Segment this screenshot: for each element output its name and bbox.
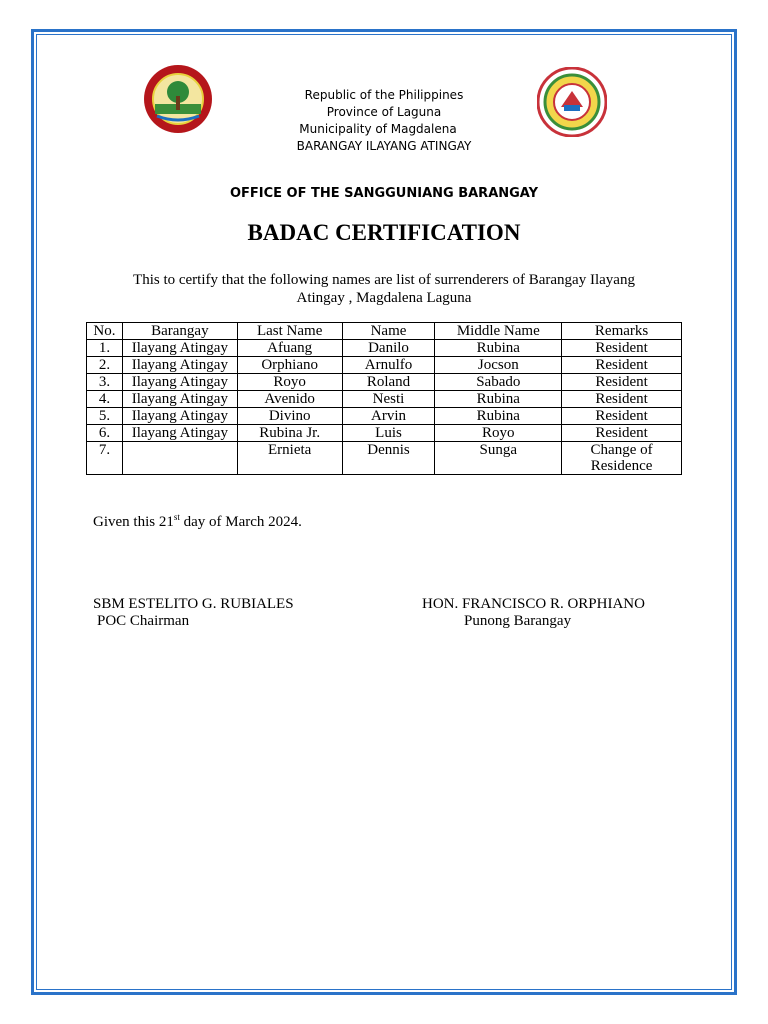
header-republic: Republic of the Philippines	[304, 88, 464, 102]
table-row	[87, 408, 682, 425]
table-cell: Rubina	[435, 340, 562, 357]
table-cell: 4.	[87, 391, 123, 408]
table-row	[87, 374, 682, 391]
table-cell: 7.	[87, 442, 123, 475]
table-cell: Nesti	[342, 391, 435, 408]
table-cell: Royo	[435, 425, 562, 442]
header-remarks: Remarks	[562, 323, 682, 340]
header-municipality: Municipality of Magdalena	[299, 122, 457, 136]
given-date	[93, 512, 302, 531]
header-no: No.	[87, 323, 123, 340]
table-cell: 2.	[87, 357, 123, 374]
table-cell: Resident	[562, 374, 682, 391]
header-province: Province of Laguna	[326, 105, 442, 119]
table-cell: 1.	[87, 340, 123, 357]
table-cell: Sunga	[435, 442, 562, 475]
table-cell: Arnulfo	[342, 357, 435, 374]
table-cell: Arvin	[342, 408, 435, 425]
table-row	[87, 357, 682, 374]
table-cell: Ernieta	[237, 442, 342, 475]
header-barangay: BARANGAY ILAYANG ATINGAY	[296, 139, 472, 153]
table-cell: Jocson	[435, 357, 562, 374]
table-cell: Ilayang Atingay	[122, 391, 237, 408]
given-suffix: day of March 2024.	[179, 514, 302, 530]
table-cell: Resident	[562, 408, 682, 425]
table-cell: Ilayang Atingay	[122, 374, 237, 391]
given-ordinal: st	[173, 512, 180, 522]
table-row	[87, 340, 682, 357]
table-cell: Danilo	[342, 340, 435, 357]
table-cell: Ilayang Atingay	[122, 340, 237, 357]
table-cell: Resident	[562, 340, 682, 357]
table-cell: Ilayang Atingay	[122, 357, 237, 374]
table-row	[87, 425, 682, 442]
table-cell: Resident	[562, 425, 682, 442]
table-cell: Resident	[562, 357, 682, 374]
table-cell: Resident	[562, 391, 682, 408]
table-cell: Ilayang Atingay	[122, 425, 237, 442]
right-signatory-title: Punong Barangay	[464, 613, 572, 629]
table-cell: Luis	[342, 425, 435, 442]
table-cell: Rubina	[435, 408, 562, 425]
table-cell: Ilayang Atingay	[122, 408, 237, 425]
header-barangay: Barangay	[122, 323, 237, 340]
certification-line-2: Atingay , Magdalena Laguna	[296, 290, 472, 306]
table-cell: 3.	[87, 374, 123, 391]
table-cell: Avenido	[237, 391, 342, 408]
table-cell: 5.	[87, 408, 123, 425]
table-cell	[122, 442, 237, 475]
table-cell: Rubina Jr.	[237, 425, 342, 442]
surrenderers-table	[86, 322, 682, 475]
table-cell: Change of Residence	[562, 442, 682, 475]
table-row	[87, 442, 682, 475]
table-cell: Orphiano	[237, 357, 342, 374]
table-cell: Dennis	[342, 442, 435, 475]
certification-statement	[110, 271, 658, 307]
table-cell: Sabado	[435, 374, 562, 391]
table-cell: Rubina	[435, 391, 562, 408]
office-heading: OFFICE OF THE SANGGUNIANG BARANGAY	[229, 186, 539, 201]
document-title: BADAC CERTIFICATION	[247, 220, 521, 245]
table-header-row	[87, 323, 682, 340]
given-prefix: Given this 21	[93, 514, 174, 530]
table-cell: Roland	[342, 374, 435, 391]
header-middle-name: Middle Name	[435, 323, 562, 340]
left-signatory-name: SBM ESTELITO G. RUBIALES	[93, 596, 294, 612]
table-cell: Divino	[237, 408, 342, 425]
header-name: Name	[342, 323, 435, 340]
certification-line-1: This to certify that the following names are list of surrenderers of Barangay Ilayang	[133, 272, 635, 288]
header-last-name: Last Name	[237, 323, 342, 340]
table-row	[87, 391, 682, 408]
table-cell: Royo	[237, 374, 342, 391]
table-cell: 6.	[87, 425, 123, 442]
right-signatory-name: HON. FRANCISCO R. ORPHIANO	[422, 596, 645, 612]
table-cell: Afuang	[237, 340, 342, 357]
left-signatory-title: POC Chairman	[97, 613, 190, 629]
